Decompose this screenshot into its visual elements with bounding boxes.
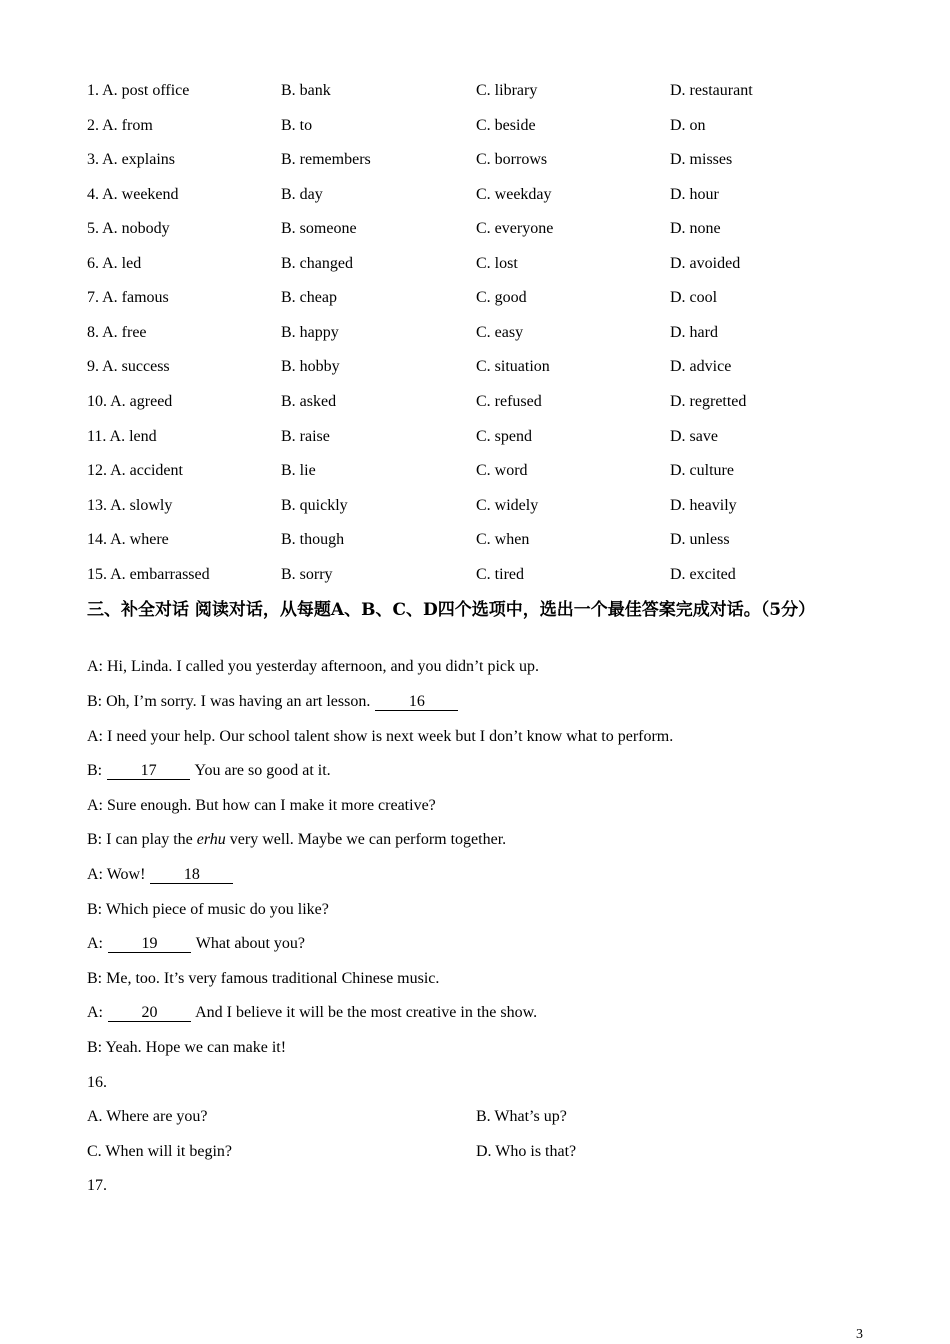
answer-blank-19: 19 [108, 936, 191, 953]
option-d: D. none [670, 220, 721, 238]
option-b: B. bank [281, 82, 331, 99]
option-a: 7. A. famous [87, 289, 169, 307]
answer-blank-17: 17 [107, 763, 190, 780]
option-c: C. easy [476, 323, 524, 341]
option-d: D. cool [670, 289, 718, 307]
dialogue-line-12: B: Yeah. Hope we can make it! [87, 1039, 287, 1056]
option-c: C. When will it begin? [87, 1143, 233, 1160]
question-number-16: 16. [87, 1074, 107, 1091]
option-c: C. when [476, 531, 530, 549]
option-a: A. Where are you? [87, 1108, 208, 1125]
option-b: B. happy [281, 323, 339, 341]
dialogue-text: A: Wow! [87, 866, 146, 883]
option-a: 10. A. agreed [87, 392, 173, 410]
option-d: D. culture [670, 462, 734, 480]
option-b: B. asked [281, 392, 337, 410]
dialogue-speaker: A: [87, 935, 103, 952]
dialogue-line-3: A: I need your help. Our school talent show is next week but I don’t know what to perform. [87, 728, 674, 745]
option-c: C. refused [476, 392, 542, 410]
option-d: D. unless [670, 531, 730, 549]
option-a: 4. A. weekend [87, 185, 179, 203]
option-b: B. hobby [281, 358, 340, 376]
dialogue-text: And I believe it will be the most creative in the show. [195, 1004, 538, 1021]
option-d: D. Who is that? [476, 1143, 577, 1160]
option-d: D. restaurant [670, 82, 753, 99]
option-d: D. regretted [670, 392, 747, 410]
option-d: D. advice [670, 358, 732, 376]
option-d: D. save [670, 427, 718, 445]
dialogue-line-4 [87, 761, 331, 781]
dialogue-speaker: A: [87, 1004, 103, 1021]
option-c: C. situation [476, 358, 550, 376]
option-c: C. borrows [476, 151, 548, 169]
dialogue-line-7 [87, 865, 234, 885]
option-c: C. lost [476, 254, 518, 272]
option-b: B. to [281, 116, 313, 134]
dialogue-text: You are so good at it. [194, 762, 331, 779]
dialogue-text: very well. Maybe we can perform together. [229, 831, 507, 848]
option-b: B. someone [281, 220, 357, 238]
answer-blank-16: 16 [375, 694, 458, 711]
dialogue-line-8: B: Which piece of music do you like? [87, 901, 329, 918]
section-three-heading: 三、补全对话 阅读对话，从每题A、B、C、D四个选项中，选出一个最佳答案完成对话。（5分） [87, 600, 816, 620]
dialogue-text: B: Oh, I’m sorry. I was having an art lesson. [87, 693, 371, 710]
italic-word: erhu [196, 831, 226, 848]
option-c: C. tired [476, 565, 524, 583]
option-c: C. library [476, 82, 538, 99]
option-b: B. lie [281, 462, 316, 480]
answer-blank-20: 20 [108, 1005, 191, 1022]
option-d: D. hard [670, 323, 718, 341]
option-a: 3. A. explains [87, 151, 175, 169]
option-b: B. though [281, 531, 345, 549]
option-a: 6. A. led [87, 254, 142, 272]
option-b: B. What’s up? [476, 1108, 567, 1125]
dialogue-line-11 [87, 1003, 537, 1023]
option-a: 14. A. where [87, 531, 169, 549]
option-a: 5. A. nobody [87, 220, 170, 238]
option-b: B. day [281, 185, 323, 203]
option-c: C. spend [476, 427, 532, 445]
option-c: C. good [476, 289, 527, 307]
page-number: 3 [856, 1327, 863, 1342]
option-b: B. quickly [281, 496, 348, 514]
option-a: 1. A. post office [87, 82, 190, 99]
option-d: D. excited [670, 565, 736, 583]
option-a: 13. A. slowly [87, 496, 173, 514]
option-c: C. beside [476, 116, 536, 134]
dialogue-line-5: A: Sure enough. But how can I make it more creative? [87, 797, 436, 814]
dialogue-line-2 [87, 692, 459, 712]
option-a: 2. A. from [87, 116, 153, 134]
option-c: C. widely [476, 496, 539, 514]
dialogue-line-6 [87, 830, 506, 850]
answer-blank-18: 18 [150, 867, 233, 884]
option-c: C. everyone [476, 220, 554, 238]
dialogue-text: What about you? [195, 935, 306, 952]
option-b: B. sorry [281, 565, 333, 583]
dialogue-line-1: A: Hi, Linda. I called you yesterday afternoon, and you didn’t pick up. [87, 658, 540, 675]
option-d: D. avoided [670, 254, 741, 272]
option-a: 9. A. success [87, 358, 170, 376]
option-a: 12. A. accident [87, 462, 183, 480]
option-d: D. heavily [670, 496, 737, 514]
option-a: 8. A. free [87, 323, 147, 341]
option-c: C. word [476, 462, 528, 480]
option-a: 11. A. lend [87, 427, 157, 445]
option-b: B. remembers [281, 151, 371, 169]
option-b: B. changed [281, 254, 353, 272]
option-c: C. weekday [476, 185, 552, 203]
option-b: B. cheap [281, 289, 337, 307]
option-b: B. raise [281, 427, 330, 445]
question-number-17: 17. [87, 1177, 107, 1194]
dialogue-line-9 [87, 934, 305, 954]
dialogue-line-10: B: Me, too. It’s very famous traditional Chinese music. [87, 970, 440, 987]
dialogue-speaker: B: [87, 762, 103, 779]
option-a: 15. A. embarrassed [87, 565, 210, 583]
option-d: D. on [670, 116, 706, 134]
option-d: D. misses [670, 151, 733, 169]
option-d: D. hour [670, 185, 719, 203]
dialogue-text: B: I can play the [87, 831, 193, 848]
